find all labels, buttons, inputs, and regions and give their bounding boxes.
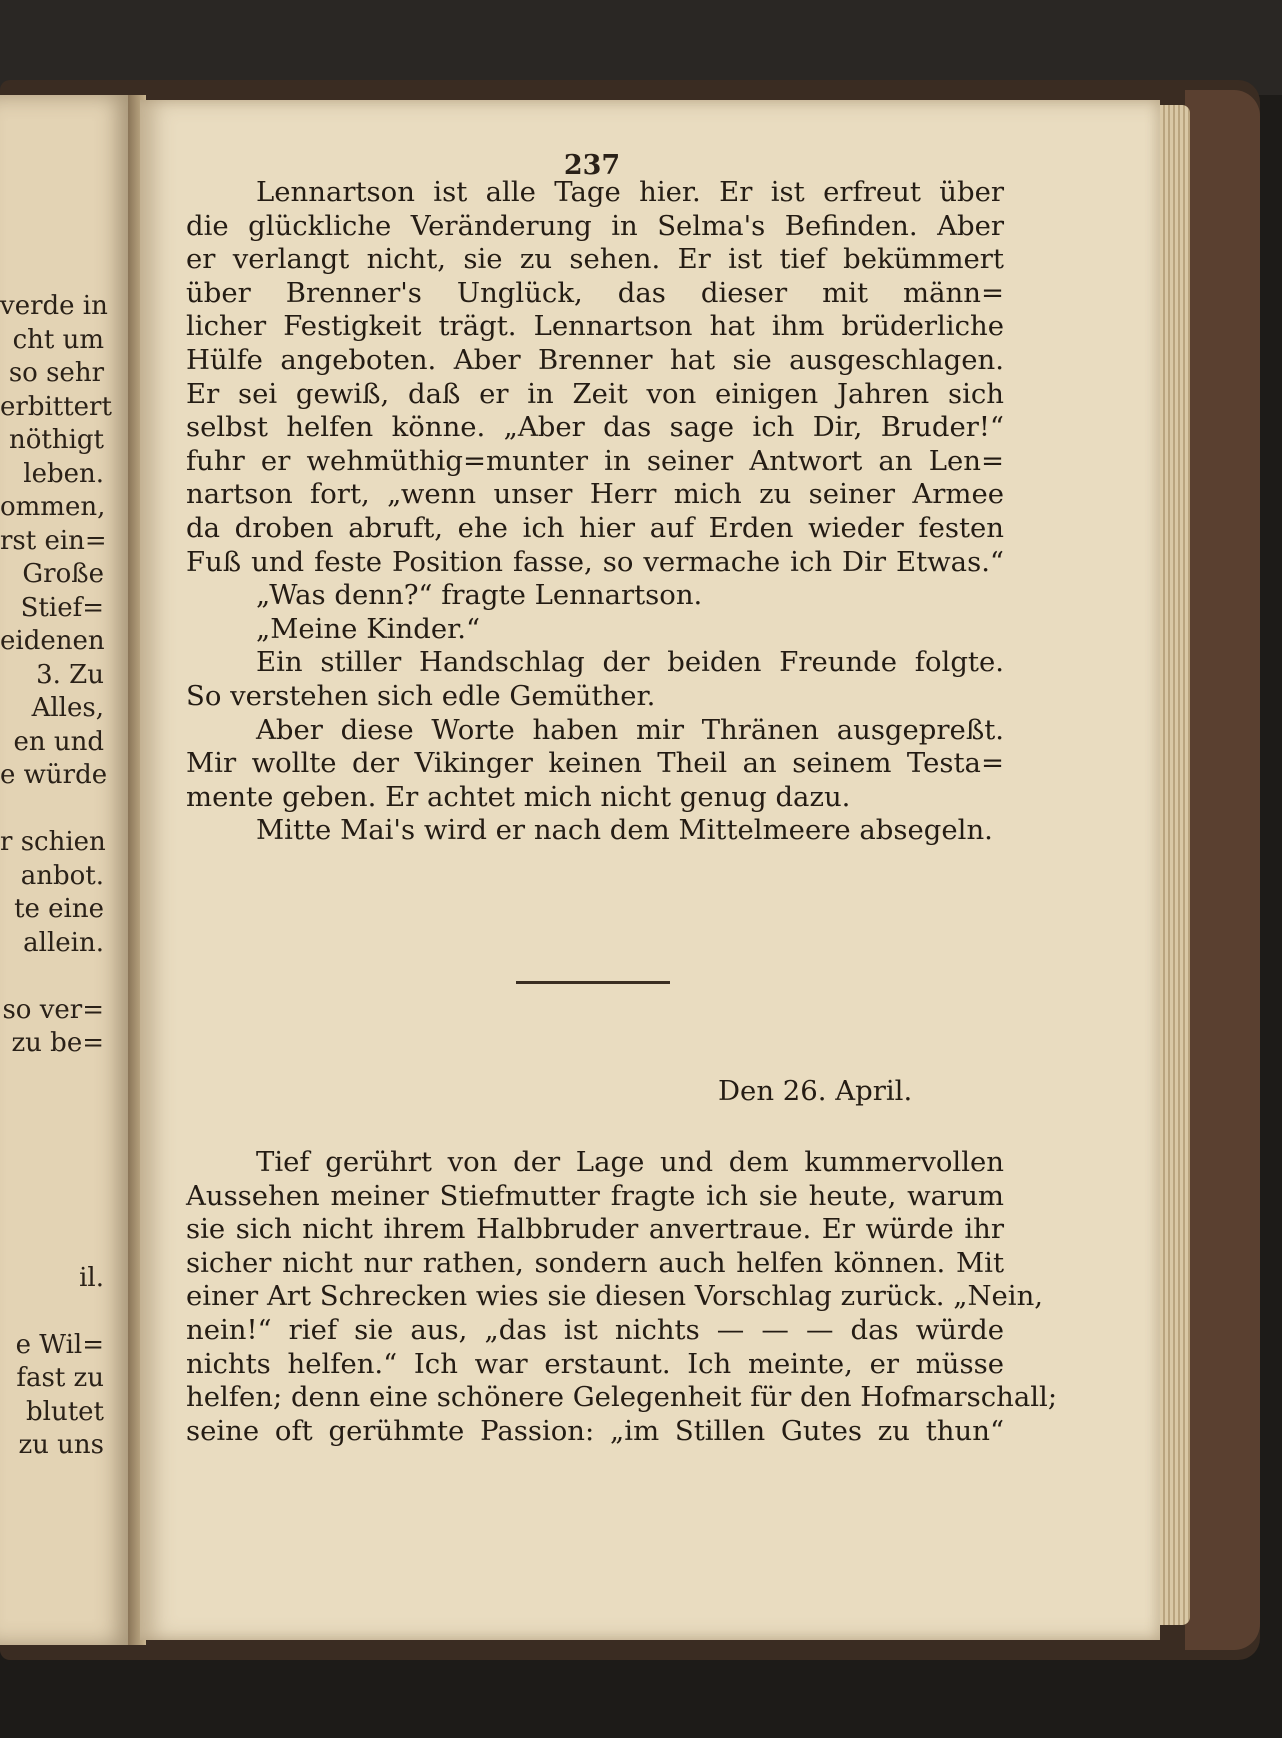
left-page-line: ommen, — [0, 492, 106, 522]
left-page-text — [0, 290, 112, 1463]
text-line: er verlangt nicht, sie zu sehen. Er ist tief bekümmert — [186, 243, 1004, 276]
left-page-line: leben. — [23, 458, 104, 489]
text-line: nartson fort, „wenn unser Herr mich zu seiner Armee — [186, 478, 1004, 511]
text-section-2 — [186, 1146, 1058, 1448]
left-page-line — [0, 1094, 104, 1128]
text-line: seine oft gerühmte Passion: „im Stillen Gutes zu thun“ — [186, 1414, 1004, 1447]
left-page-line: cht um — [12, 324, 104, 355]
left-page-line: so ver= — [2, 994, 104, 1025]
text-line: mente geben. Er achtet mich nicht genug dazu. — [186, 780, 851, 813]
left-page-line: verde in — [0, 291, 108, 321]
left-page-line: zu be= — [11, 1028, 104, 1058]
left-page-line: zu uns — [18, 1430, 104, 1460]
left-page-line: Stief= — [20, 592, 104, 623]
text-line: die glückliche Veränderung in Selma's Befinden. Aber — [186, 209, 1004, 242]
text-line: fuhr er wehmüthig=munter in seiner Antwort an Len= — [186, 444, 1004, 477]
left-page-line: 3. Zu — [36, 659, 104, 690]
left-page-line — [0, 1228, 104, 1262]
left-page — [0, 95, 136, 1645]
left-page-line: nöthigt — [9, 425, 104, 455]
text-line: nichts helfen.“ Ich war erstaunt. Ich meinte, er müsse — [186, 1347, 1004, 1380]
left-page-line — [0, 960, 104, 994]
text-line: Aussehen meiner Stiefmutter fragte ich sie heute, warum — [186, 1179, 1004, 1212]
section-divider — [516, 981, 670, 984]
left-page-line: Alles, — [31, 693, 104, 723]
page-number: 237 — [563, 150, 621, 181]
text-line: da droben abruft, ehe ich hier auf Erden wieder festen — [186, 511, 1004, 544]
text-line: helfen; denn eine schönere Gelegenheit für den Hofmarschall; — [186, 1381, 1058, 1414]
text-line: Mir wollte der Vikinger keinen Theil an seinem Testa= — [186, 747, 1004, 780]
left-page-line: eidenen — [0, 626, 105, 656]
left-page-line: il. — [79, 1262, 104, 1293]
text-line: Aber diese Worte haben mir Thränen ausgepreßt. — [256, 713, 1004, 746]
left-page-line — [0, 1295, 104, 1329]
left-page-line — [0, 1195, 104, 1229]
left-page-line — [0, 1128, 104, 1162]
left-page-line: te eine — [14, 894, 104, 924]
text-line: selbst helfen könne. „Aber das sage ich Dir, Bruder!“ — [186, 411, 1004, 444]
left-page-line: erbittert — [0, 391, 112, 422]
text-line: Fuß und feste Position fasse, so vermache ich Dir Etwas.“ — [186, 545, 1004, 578]
text-line: sie sich nicht ihrem Halbbruder anvertraue. Er würde ihr — [186, 1213, 1004, 1246]
text-line: Mitte Mai's wird er nach dem Mittelmeere absegeln. — [256, 814, 993, 847]
date-heading: Den 26. April. — [718, 1075, 913, 1107]
text-line: So verstehen sich edle Gemüther. — [186, 679, 656, 712]
left-page-line: e Wil= — [15, 1329, 104, 1360]
text-line: „Meine Kinder.“ — [256, 612, 481, 645]
left-page-line: en und — [13, 726, 104, 757]
text-line: über Brenner's Unglück, das dieser mit männ= — [186, 276, 1004, 309]
cover-edge — [1185, 90, 1260, 1650]
text-line: licher Festigkeit trägt. Lennartson hat ihm brüderliche — [186, 310, 1004, 343]
left-page-line: r schien — [0, 827, 106, 857]
left-page-line: so sehr — [8, 358, 104, 388]
text-line: sicher nicht nur rathen, sondern auch helfen können. Mit — [186, 1246, 1004, 1279]
left-page-line: fast zu — [16, 1363, 104, 1393]
text-line: einer Art Schrecken wies sie diesen Vorschlag zurück. „Nein, — [186, 1280, 1044, 1313]
text-section-1 — [186, 176, 1004, 848]
left-page-line — [0, 1061, 104, 1095]
text-line: Er sei gewiß, daß er in Zeit von einigen Jahren sich — [186, 377, 1004, 410]
left-page-line: allein. — [23, 927, 104, 958]
text-line: Ein stiller Handschlag der beiden Freunde folgte. — [256, 646, 1004, 679]
left-page-line: rst ein= — [0, 525, 107, 556]
text-line: Lennartson ist alle Tage hier. Er ist erfreut über — [256, 176, 1004, 208]
left-page-line: blutet — [26, 1396, 104, 1427]
text-line: nein!“ rief sie aus, „das ist nichts — — — das würde — [186, 1313, 1004, 1346]
left-page-line — [0, 1161, 104, 1195]
text-line: „Was denn?“ fragte Lennartson. — [256, 579, 703, 612]
left-page-line: anbot. — [20, 860, 104, 891]
left-page-line — [0, 793, 104, 827]
left-page-line: e würde — [0, 760, 108, 790]
left-page-line: Große — [22, 559, 104, 589]
text-line: Hülfe angeboten. Aber Brenner hat sie ausgeschlagen. — [186, 343, 1004, 376]
text-line: Tief gerührt von der Lage und dem kummervollen — [256, 1146, 1004, 1178]
